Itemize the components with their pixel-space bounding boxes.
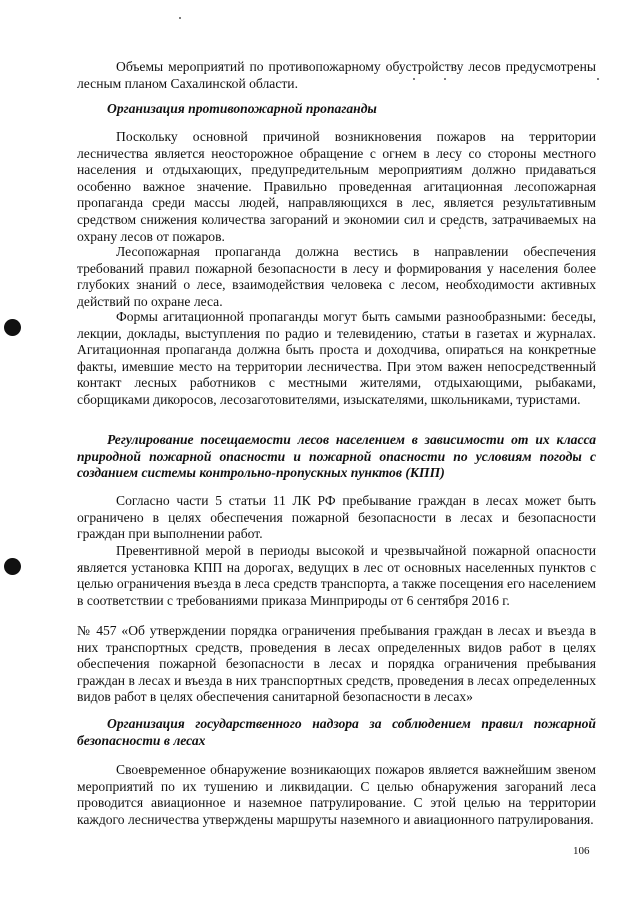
paragraph-causes: Поскольку основной причиной возникновения пожаров на территории лесничества является неосторожное обращение с огнем в лесу со стороны местного населения и отдыхающих, предупредительным мероприятиям должно придаваться особенно важное значение. Правильно проведенная агитационная лесопожарная пропаганда среди массы людей, направляющихся в лес, является результативным средством снижения количества загораний и экономии сил и средств, затрачиваемых на охрану лесов от пожаров. — [77, 129, 596, 244]
paragraph-forest-code: Согласно части 5 статьи 11 ЛК РФ пребывание граждан в лесах может быть ограничено в целях обеспечения пожарной безопасности в лесах и безопасности граждан при выполнении работ. — [77, 493, 596, 542]
heading-visit-regulation: Регулирование посещаемости лесов населением в зависимости от их класса природной пожарной опасности и пожарной опасности по условиям погоды с созданием системы контрольно-пропускных пунктов (КПП) — [77, 432, 596, 481]
paragraph-propaganda-direction: Лесопожарная пропаганда должна вестись в направлении обеспечения требований правил пожарной безопасности в лесу и формирования у населения более глубоких знаний о лесе, взаимодействия человека с лесом, необходимости активных действий по охране леса. — [77, 244, 596, 309]
heading-state-supervision: Организация государственного надзора за соблюдением правил пожарной безопасности в лесах — [77, 716, 596, 748]
binder-hole-top — [4, 319, 21, 336]
scan-speck — [459, 227, 461, 229]
scan-speck — [179, 17, 181, 19]
scan-speck — [444, 78, 446, 80]
heading-propaganda: Организация противопожарной пропаганды — [107, 101, 377, 116]
scan-speck — [413, 78, 415, 80]
paragraph-plan: Объемы мероприятий по противопожарному обустройству лесов предусмотрены лесным планом Сахалинской области. — [77, 59, 596, 91]
paragraph-order-457: № 457 «Об утверждении порядка ограничения пребывания граждан в лесах и въезда в них транспортных средств, проведения в лесах определенных видов работ в целях обеспечения пожарной безопасности в лесах и порядка ограничения пребывания граждан в лесах и въезда в них транспортных средств, проведения в лесах определенных видов работ в целях обеспечения санитарной безопасности в лесах» — [77, 623, 596, 705]
page-number: 106 — [573, 845, 590, 857]
paragraph-fire-detection: Своевременное обнаружение возникающих пожаров является важнейшим звеном мероприятий по их тушению и ликвидации. С целью обнаружения загораний леса проводится авиационное и наземное патрулирование. С этой целью на территории каждого лесничества утверждены маршруты наземного и авиационного патрулирования. — [77, 762, 596, 827]
paragraph-propaganda-forms: Формы агитационной пропаганды могут быть самыми разнообразными: беседы, лекции, доклады, выступления по радио и телевидению, статьи в газетах и журналах. Агитационная пропаганда должна быть проста и доходчива, опираться на конкретные факты, имевшие место на территории лесничества. При этом важен непосредственный контакт лесных работников с местными жителями, отдыхающими, рыбаками, сборщиками дикоросов, лесозаготовителями, изыскателями, школьниками, туристами. — [77, 309, 596, 407]
binder-hole-bottom — [4, 558, 21, 575]
scan-speck — [597, 78, 599, 80]
paragraph-checkpoints: Превентивной мерой в периоды высокой и чрезвычайной пожарной опасности является установка КПП на дорогах, ведущих в лес от основных населенных пунктов с целью ограничения въезда в леса средств транспорта, а также посещения его населением в соответствии с требованиями приказа Минприроды от 6 сентября 2016 г. — [77, 543, 596, 608]
